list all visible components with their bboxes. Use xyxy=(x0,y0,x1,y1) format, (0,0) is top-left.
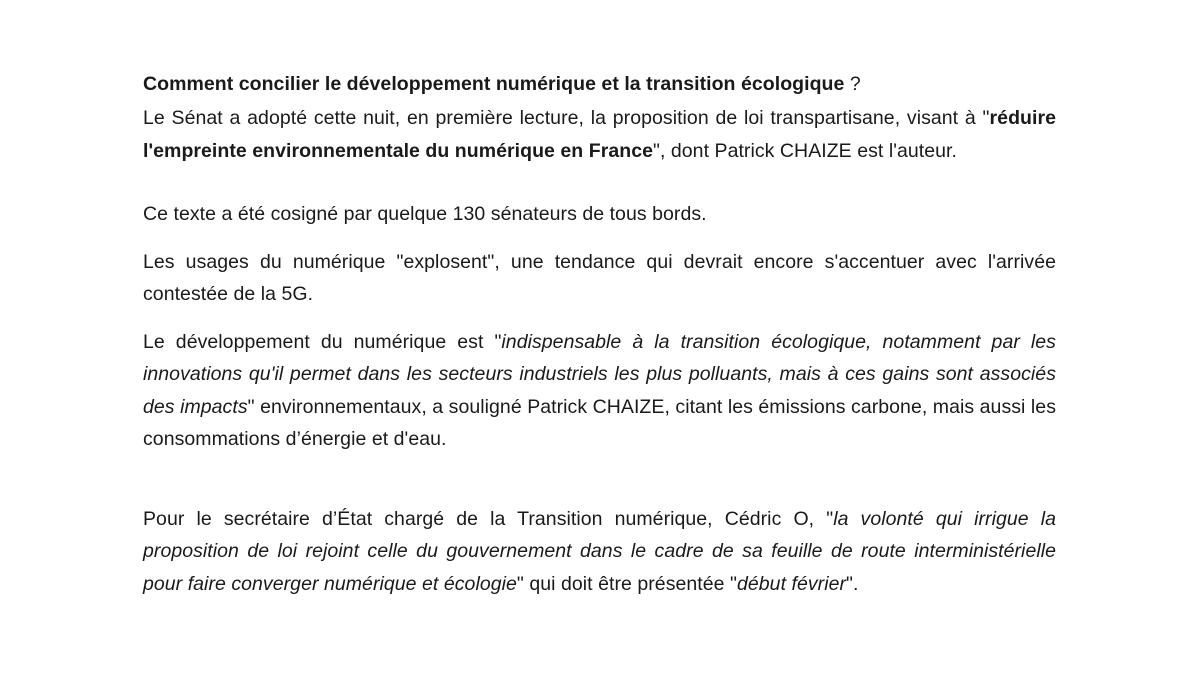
paragraph-cosigners xyxy=(143,198,1056,231)
paragraph-chaize-quote xyxy=(143,326,1056,456)
p4-text-start: Le développement du numérique est " xyxy=(143,330,502,353)
p5-italic-date: début février xyxy=(736,572,847,595)
p1-text-end: ", dont Patrick CHAIZE est l'auteur. xyxy=(652,139,957,162)
document-page xyxy=(143,68,1056,600)
paragraph-senate-adoption xyxy=(143,102,1056,167)
p5-text-middle: " qui doit être présentée " xyxy=(516,572,737,595)
p2-text: Ce texte a été cosigné par quelque 130 sénateurs de tous bords. xyxy=(143,203,707,225)
p4-text-end: " environnementaux, a souligné Patrick CHAIZE, citant les émissions carbone, mais aussi les consommations d’énergie et d'eau. xyxy=(143,395,1057,450)
p5-italic-quote: la volonté qui irrigue la proposition de loi rejoint celle du gouvernement dans le cadre de sa feuille de route interministérielle pour faire converger numérique et écologie xyxy=(143,507,1056,595)
p3-text: Les usages du numérique "explosent", une tendance qui devrait encore s'accentuer avec l'arrivée contestée de la 5G. xyxy=(143,250,1056,305)
paragraph-cedric-o-quote xyxy=(143,503,1056,601)
p5-text-end: ". xyxy=(846,572,859,595)
p5-text-start: Pour le secrétaire d’État chargé de la Transition numérique, Cédric O, " xyxy=(143,507,834,530)
article-title-bold: Comment concilier le développement numérique et la transition écologique xyxy=(143,73,845,95)
article-title xyxy=(143,68,1056,100)
p4-italic-quote: indispensable à la transition écologique, notamment par les innovations qu'il permet dans les secteurs industriels les plus polluants, mais à ces gains sont associés des impacts xyxy=(143,330,1056,418)
paragraph-digital-usage xyxy=(143,246,1056,311)
p1-text-start: Le Sénat a adopté cette nuit, en première lecture, la proposition de loi transpartisane, visant à " xyxy=(143,107,990,129)
p1-bold-law-title: réduire l'empreinte environnementale du numérique en France xyxy=(143,107,1056,162)
article-title-suffix: ? xyxy=(844,73,861,95)
